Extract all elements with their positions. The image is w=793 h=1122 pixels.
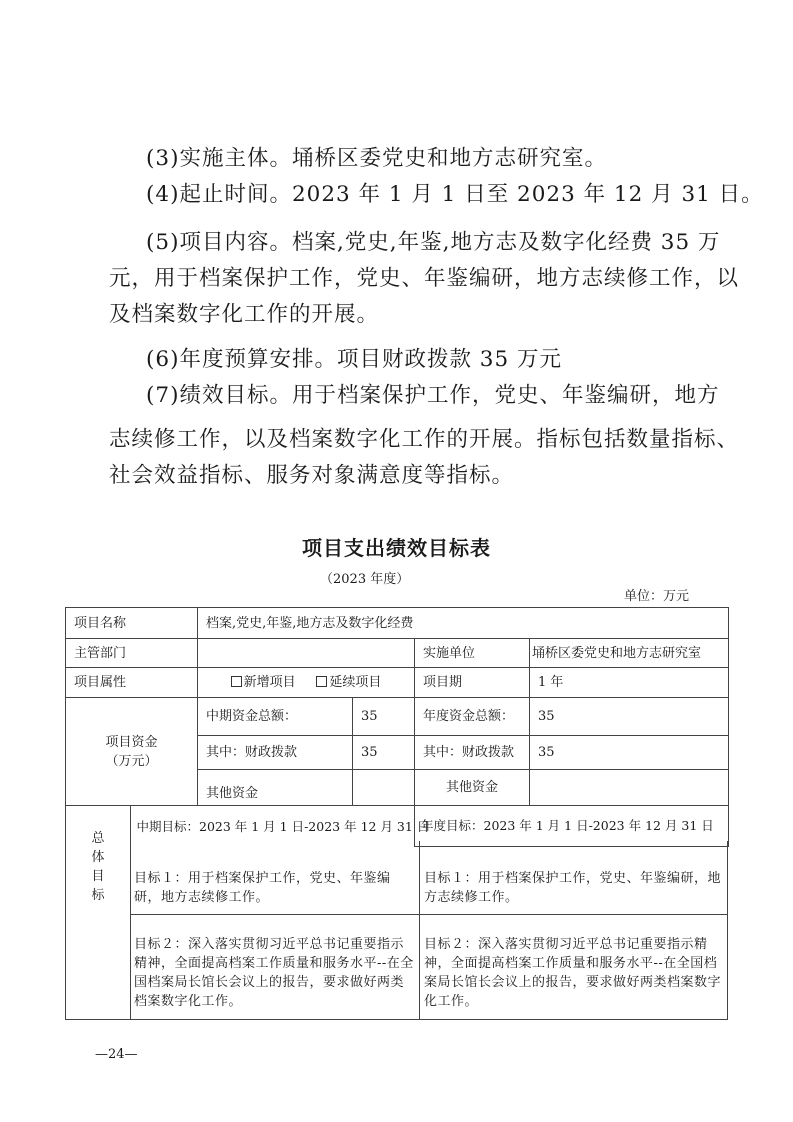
attr-option-continuing: 延续项目 xyxy=(329,675,382,690)
overall-char: 标 xyxy=(91,888,105,903)
year-goal-header: 年度目标：2023 年 1 月 1 日-2023 年 12 月 31 日 xyxy=(415,806,729,847)
overall-goal-label xyxy=(66,829,130,905)
paragraph-implementer: (3)实施主体。埇桥区委党史和地方志研究室。 xyxy=(146,146,607,171)
paragraph-goals-line2: 志续修工作，以及档案数字化工作的开展。指标包括数量指标、 xyxy=(109,427,740,452)
attr-label: 项目属性 xyxy=(66,668,198,698)
table-row xyxy=(66,806,729,847)
goals-divider-row xyxy=(130,914,727,915)
mid-total-value: 35 xyxy=(353,698,415,736)
impl-unit-label: 实施单位 xyxy=(415,639,530,668)
funds-label xyxy=(66,698,198,806)
dept-value xyxy=(198,639,415,668)
checkbox-new-icon xyxy=(231,676,242,687)
year-fiscal-label: 其中：财政拨款 xyxy=(415,736,530,770)
period-label: 项目期 xyxy=(415,668,530,698)
mid-other-value xyxy=(353,770,415,806)
unit-label: 单位：万元 xyxy=(623,589,689,604)
year-total-label: 年度资金总额： xyxy=(415,698,530,736)
goals-area xyxy=(65,831,728,1020)
overall-char: 体 xyxy=(91,850,105,865)
mid-fiscal-label: 其中：财政拨款 xyxy=(198,736,353,770)
overall-char: 目 xyxy=(91,869,105,884)
mid-fiscal-value: 35 xyxy=(353,736,415,770)
mid-other-label: 其他资金 xyxy=(198,770,353,806)
paragraph-goals-line3: 社会效益指标、服务对象满意度等指标。 xyxy=(109,463,515,488)
table-title: 项目支出绩效目标表 xyxy=(302,536,491,560)
mid-goal-2: 目标２：深入落实贯彻习近平总书记重要指示精神，全面提高档案工作质量和服务水平--在全国档案局长馆长会议上的报告，要求做好两类档案数字化工作。 xyxy=(134,937,414,1009)
period-value: 1 年 xyxy=(530,668,729,698)
table-row xyxy=(66,668,729,698)
year-goal-1: 目标１：用于档案保护工作，党史、年鉴编研，地方志续修工作。 xyxy=(424,871,722,905)
overall-char: 总 xyxy=(91,831,105,846)
paragraph-content-line3: 及档案数字化工作的开展。 xyxy=(109,302,380,327)
mid-total-label: 中期资金总额： xyxy=(198,698,353,736)
attr-options xyxy=(198,668,415,698)
checkbox-continuing-icon xyxy=(316,676,327,687)
table-subtitle: （2023 年度） xyxy=(320,572,410,587)
paragraph-content-line1: (5)项目内容。档案,党史,年鉴,地方志及数字化经费 35 万 xyxy=(146,230,721,255)
mid-goal-header: 中期目标：2023 年 1 月 1 日-2023 年 12 月 31 日 xyxy=(136,818,430,834)
year-goal-2: 目标２：深入落实贯彻习近平总书记重要指示精神，全面提高档案工作质量和服务水平--在全国档案局长馆长会议上的报告，要求做好两类档案数字化工作。 xyxy=(424,937,722,1009)
year-other-value xyxy=(530,770,729,806)
page-number: —24— xyxy=(95,1047,138,1062)
attr-option-new: 新增项目 xyxy=(243,675,296,690)
dept-label: 主管部门 xyxy=(66,639,198,668)
funds-label-line2: （万元） xyxy=(105,753,158,769)
table-row xyxy=(66,639,729,668)
paragraph-goals-line1: (7)绩效目标。用于档案保护工作，党史、年鉴编研，地方 xyxy=(146,383,720,408)
year-fiscal-value: 35 xyxy=(530,736,729,770)
table-row xyxy=(66,698,729,736)
year-total-value: 35 xyxy=(530,698,729,736)
paragraph-content-line2: 元，用于档案保护工作，党史、年鉴编研，地方志续修工作，以 xyxy=(109,266,740,291)
performance-target-table xyxy=(65,607,729,847)
impl-unit-value: 埇桥区委党史和地方志研究室 xyxy=(530,639,729,668)
project-name-value: 档案,党史,年鉴,地方志及数字化经费 xyxy=(198,608,729,639)
table-row xyxy=(66,608,729,639)
mid-goal-1: 目标１：用于档案保护工作，党史、年鉴编研，地方志续修工作。 xyxy=(134,871,391,905)
project-name-label: 项目名称 xyxy=(66,608,198,639)
funds-label-line1: 项目资金 xyxy=(105,734,158,750)
year-other-label: 其他资金 xyxy=(415,770,530,806)
paragraph-budget: (6)年度预算安排。项目财政拨款 35 万元 xyxy=(146,347,562,372)
paragraph-period: (4)起止时间。2023 年 1 月 1 日至 2023 年 12 月 31 日。 xyxy=(146,182,764,207)
